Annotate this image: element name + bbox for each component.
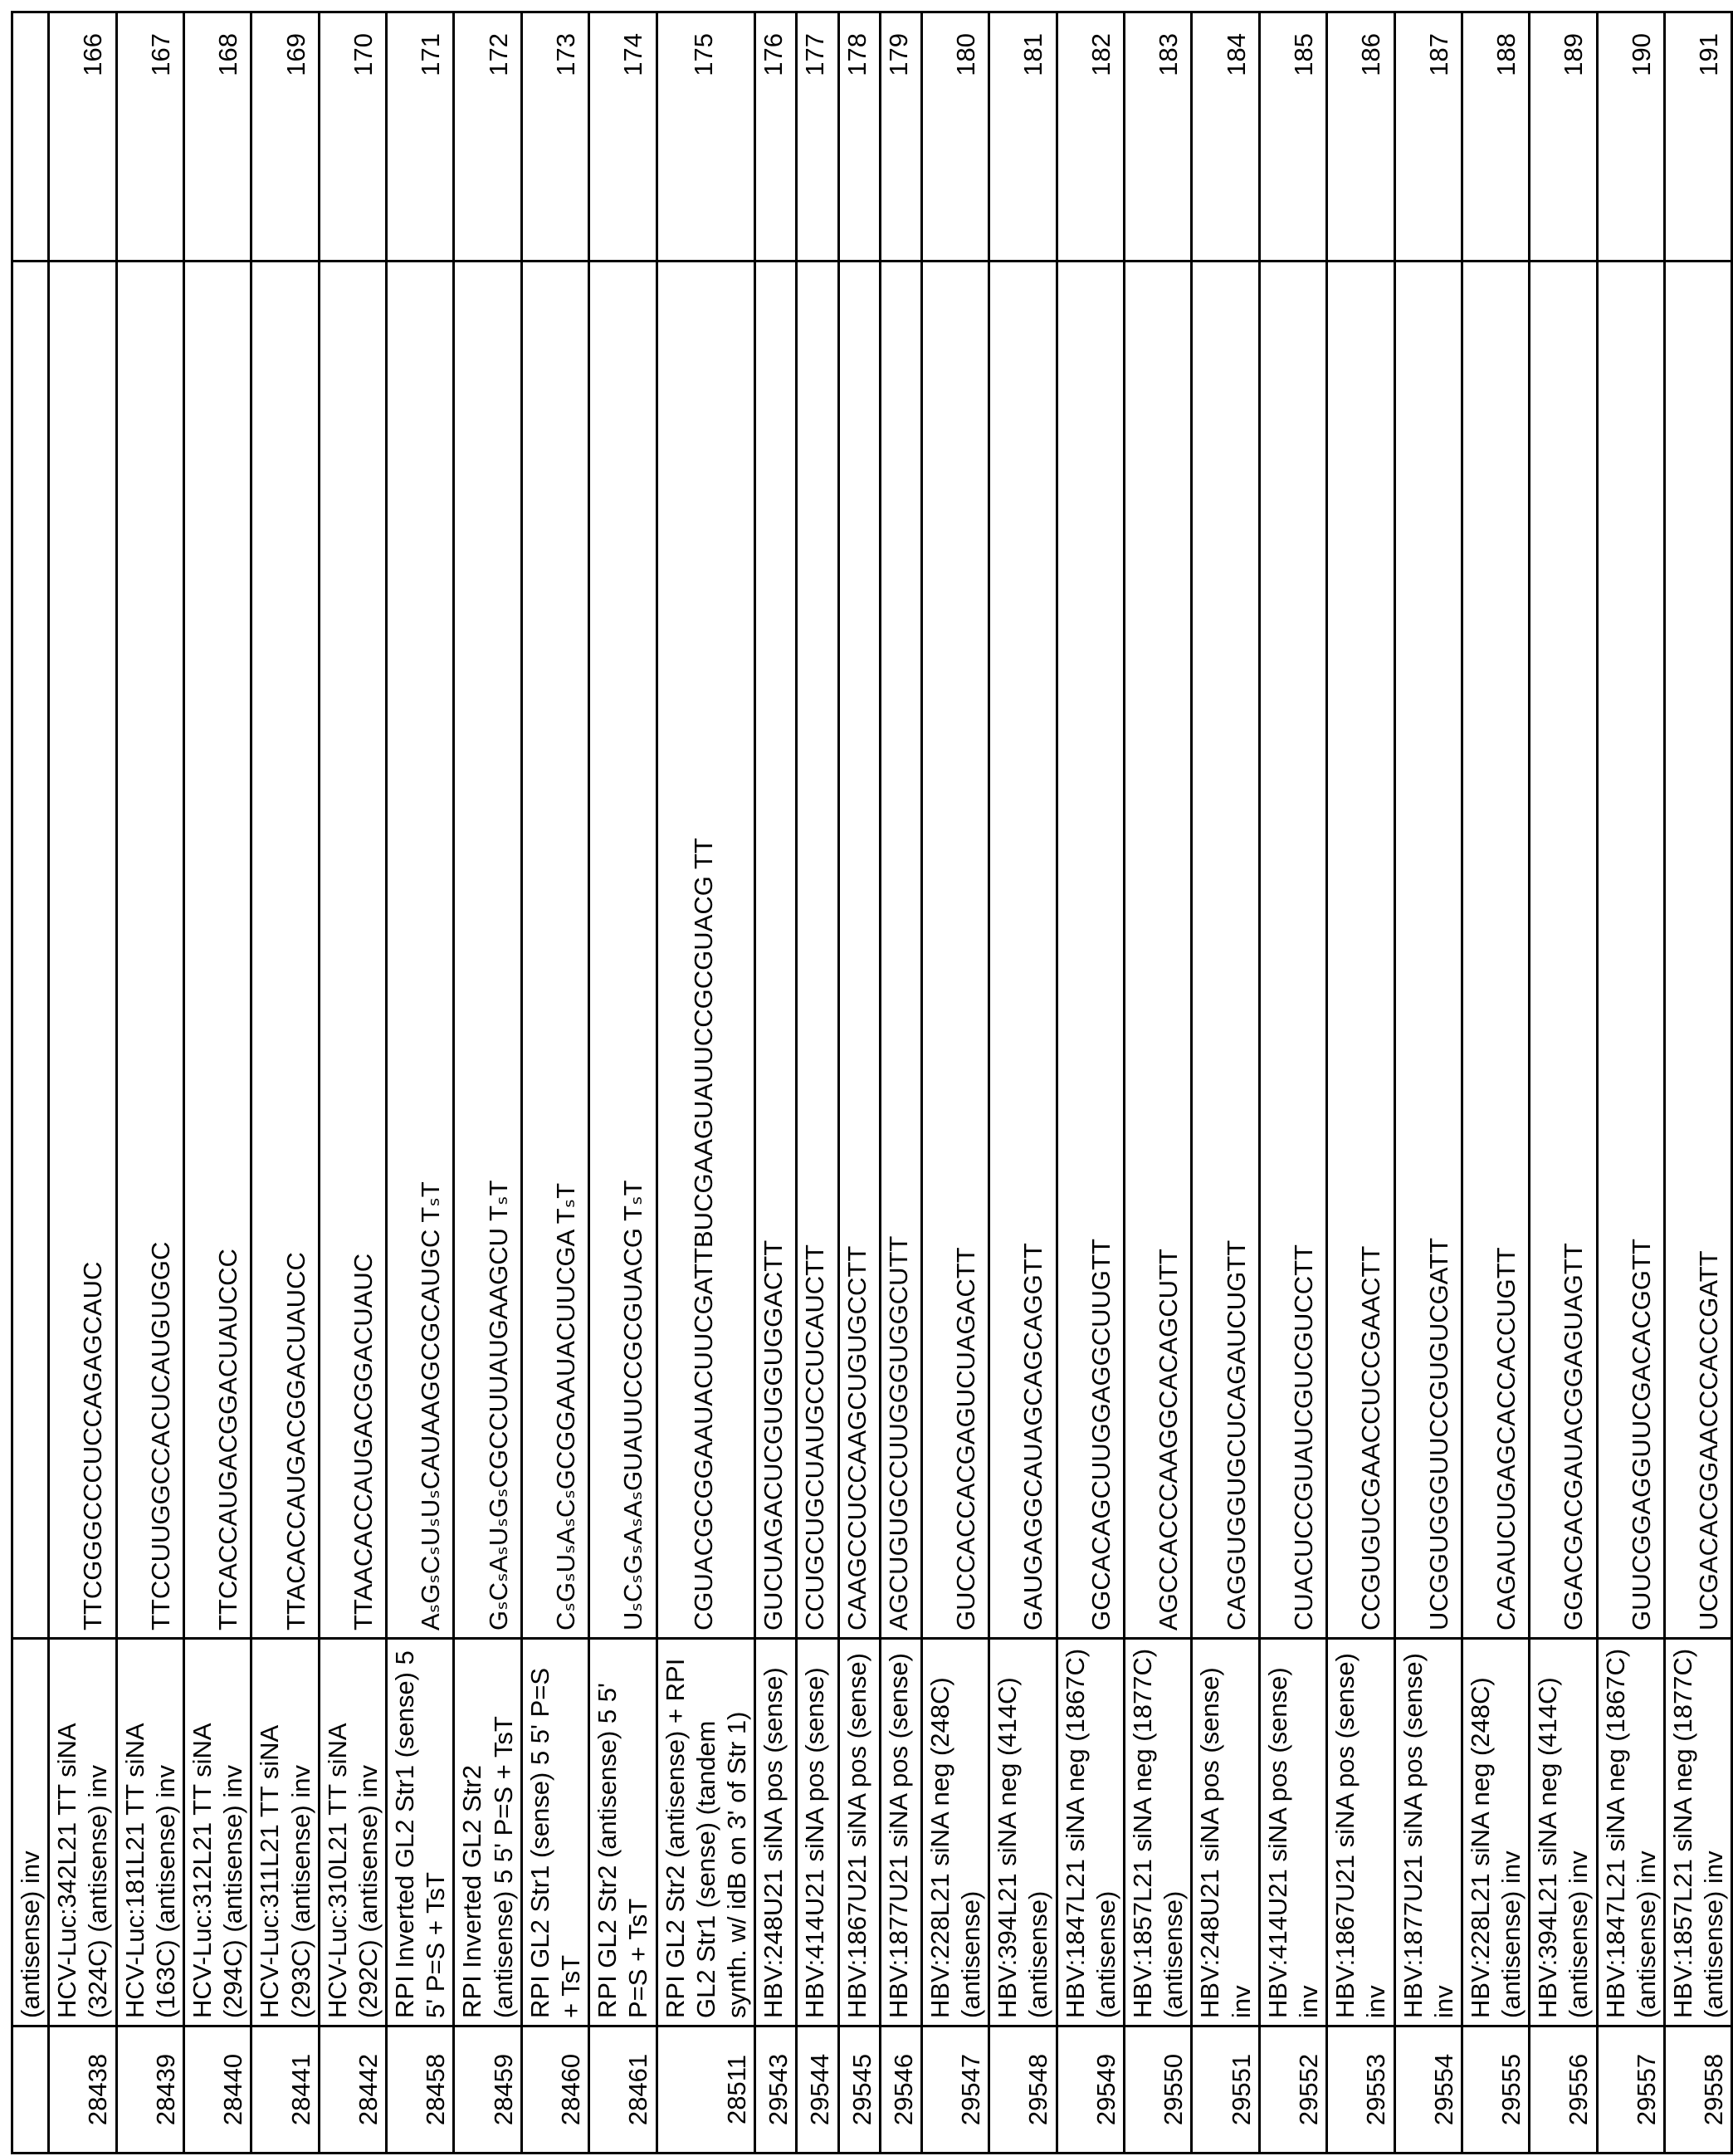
row-name: RPI GL2 Str1 (sense) 5 5' P=S + TsT [521,1639,588,2026]
table-row [1125,12,1192,2154]
row-name: (antisense) inv [12,1639,49,2026]
row-seq-id: 179 [880,12,921,262]
row-sequence: AₛGₛCₛUₛUₛCAUAAGGCGCAUGC TₛT [387,262,454,1639]
row-name: HBV:228L21 siNA neg (248C) (antisense) inv [1462,1639,1529,2026]
row-seq-id: 186 [1327,12,1394,262]
row-seq-id: 170 [319,12,386,262]
row-sequence: AGCCACCCAAGGCACAGCUTT [1125,262,1192,1639]
row-seq-id: 191 [1665,12,1732,262]
row-sequence: CAGGUGGUGCUCAGAUCUGTT [1192,262,1259,1639]
row-sequence: TTCCUUGGCCACUCAUGUGGC [116,262,183,1639]
table-row [1259,12,1326,2154]
row-sequence: CCGUGUCGAACCUCCGAACTT [1327,262,1394,1639]
row-name: RPI Inverted GL2 Str2 (antisense) 5 5' P=S + TsT [454,1639,521,2026]
row-name: HBV:394L21 siNA neg (414C) (antisense) inv [1530,1639,1597,2026]
row-id: 29556 [1530,2026,1597,2154]
row-sequence: UCGACACGGAACCCACCGATT [1665,262,1732,1639]
row-name: HCV-Luc:312L21 TT siNA (294C) (antisense) inv [183,1639,251,2026]
row-id: 29547 [921,2026,989,2154]
rotated-page [11,11,1652,2154]
row-name: RPI GL2 Str2 (antisense) + RPI GL2 Str1 (sense) (tandem synth. w/ idB on 3' of Str 1) [657,1639,755,2026]
table-row [454,12,521,2154]
row-sequence: GGCACAGCUUGGAGGCUUGTT [1057,262,1124,1639]
row-name: HBV:1847L21 siNA neg (1867C) (antisense) inv [1597,1639,1664,2026]
row-name: HBV:1877U21 siNA pos (sense) inv [1394,1639,1462,2026]
row-sequence: GAUGAGGCAUAGCAGCAGGTT [989,262,1057,1639]
row-id: 28459 [454,2026,521,2154]
table-row [755,12,797,2154]
row-sequence: GUUCGGAGGUUCGACACGGTT [1597,262,1664,1639]
table-row [183,12,251,2154]
row-seq-id [12,12,49,262]
row-sequence: GGACGACGAUACGGAGUAGTT [1530,262,1597,1639]
row-name: HBV:414U21 siNA pos (sense) [797,1639,838,2026]
row-sequence: UₛCₛGₛAₛAₛGUAUUCCGCGUACG TₛT [589,262,657,1639]
row-seq-id: 173 [521,12,588,262]
row-sequence [12,262,49,1639]
row-sequence: UCGGUGGGUUCCGUGUCGATT [1394,262,1462,1639]
row-id: 29552 [1259,2026,1326,2154]
row-sequence: CCUGCUGCUAUGCCUCAUCTT [797,262,838,1639]
table-row [657,12,755,2154]
table-row [1597,12,1664,2154]
row-name: HBV:394L21 siNA neg (414C) (antisense) [989,1639,1057,2026]
row-seq-id: 169 [251,12,319,262]
row-name: RPI GL2 Str2 (antisense) 5 5' P=S + TsT [589,1639,657,2026]
row-sequence: TTCACCAUGACGGACUAUCCC [183,262,251,1639]
row-id: 28441 [251,2026,319,2154]
row-name: HCV-Luc:311L21 TT siNA (293C) (antisense) inv [251,1639,319,2026]
table-row [838,12,880,2154]
row-id: 28461 [589,2026,657,2154]
row-id: 28438 [49,2026,116,2154]
row-name: HBV:1857L21 siNA neg (1877C) (antisense) inv [1665,1639,1732,2026]
row-name: HBV:1867U21 siNA pos (sense) inv [1327,1639,1394,2026]
row-sequence: GUCUAGACUCGUGGUGGACTT [755,262,797,1639]
row-seq-id: 168 [183,12,251,262]
row-sequence: CAGAUCUGAGCACCACCUGTT [1462,262,1529,1639]
row-sequence: TTCGGGCCCUCCAGAGCAUC [49,262,116,1639]
row-id: 29544 [797,2026,838,2154]
row-id: 29551 [1192,2026,1259,2154]
row-seq-id: 174 [589,12,657,262]
row-seq-id: 178 [838,12,880,262]
row-id: 29546 [880,2026,921,2154]
row-seq-id: 175 [657,12,755,262]
row-name: HBV:1847L21 siNA neg (1867C) (antisense) [1057,1639,1124,2026]
row-id: 29558 [1665,2026,1732,2154]
row-id: 28442 [319,2026,386,2154]
row-id: 28440 [183,2026,251,2154]
table-row [1665,12,1732,2154]
row-id: 29555 [1462,2026,1529,2154]
table-row [1462,12,1529,2154]
row-seq-id: 176 [755,12,797,262]
row-id: 28439 [116,2026,183,2154]
row-name: HBV:228L21 siNA neg (248C) (antisense) [921,1639,989,2026]
row-id: 28458 [387,2026,454,2154]
row-name: HBV:1867U21 siNA pos (sense) [838,1639,880,2026]
row-id: 28511 [657,2026,755,2154]
row-seq-id: 182 [1057,12,1124,262]
row-name: HBV:1857L21 siNA neg (1877C) (antisense) [1125,1639,1192,2026]
table-row [251,12,319,2154]
row-name: HBV:248U21 siNA pos (sense) [755,1639,797,2026]
row-sequence: CₛGₛUₛAₛCₛGCGGAAUACUUCGA TₛT [521,262,588,1639]
row-sequence: AGCUGUGCCUUGGGUGGCUTT [880,262,921,1639]
row-id: 29554 [1394,2026,1462,2154]
row-id: 28460 [521,2026,588,2154]
row-seq-id: 187 [1394,12,1462,262]
row-sequence: CAAGCCUCCAAGCUGUGCCTT [838,262,880,1639]
row-seq-id: 177 [797,12,838,262]
row-sequence: GUCCACCACGAGUCUAGACTT [921,262,989,1639]
row-seq-id: 185 [1259,12,1326,262]
table-row [521,12,588,2154]
row-sequence: CUACUCCGUAUCGUCGUCCTT [1259,262,1326,1639]
row-seq-id: 181 [989,12,1057,262]
table-row [49,12,116,2154]
table-row [989,12,1057,2154]
table-row [116,12,183,2154]
row-id: 29550 [1125,2026,1192,2154]
row-name: HBV:414U21 siNA pos (sense) inv [1259,1639,1326,2026]
row-seq-id: 172 [454,12,521,262]
row-sequence: TTACACCAUGACGGACUAUCC [251,262,319,1639]
table-row [1327,12,1394,2154]
row-seq-id: 180 [921,12,989,262]
row-name: HCV-Luc:310L21 TT siNA (292C) (antisense) inv [319,1639,386,2026]
row-id: 29545 [838,2026,880,2154]
table-row [387,12,454,2154]
table-row [921,12,989,2154]
row-seq-id: 183 [1125,12,1192,262]
table-row [12,12,49,2154]
row-name: HCV-Luc:181L21 TT siNA (163C) (antisense) inv [116,1639,183,2026]
row-seq-id: 166 [49,12,116,262]
table-row [1057,12,1124,2154]
table-row [880,12,921,2154]
row-sequence: GₛCₛAₛUₛGₛCGCCUUAUGAAGCU TₛT [454,262,521,1639]
row-id: 29549 [1057,2026,1124,2154]
sequence-table [11,11,1733,2154]
row-name: RPI Inverted GL2 Str1 (sense) 5 5' P=S + TsT [387,1639,454,2026]
row-name: HBV:1877U21 siNA pos (sense) [880,1639,921,2026]
row-name: HBV:248U21 siNA pos (sense) inv [1192,1639,1259,2026]
row-id: 29553 [1327,2026,1394,2154]
row-seq-id: 167 [116,12,183,262]
row-seq-id: 188 [1462,12,1529,262]
row-seq-id: 184 [1192,12,1259,262]
row-seq-id: 171 [387,12,454,262]
row-id: 29543 [755,2026,797,2154]
row-id [12,2026,49,2154]
table-row [589,12,657,2154]
table-row [319,12,386,2154]
row-seq-id: 189 [1530,12,1597,262]
table-row [797,12,838,2154]
row-id: 29548 [989,2026,1057,2154]
row-sequence: TTAACACCAUGACGGACUAUC [319,262,386,1639]
row-seq-id: 190 [1597,12,1664,262]
row-name: HCV-Luc:342L21 TT siNA (324C) (antisense) inv [49,1639,116,2026]
row-sequence: CGUACGCGGAAUACUUCGATTBUCGAAGUAUUCCGCGUACG TT [657,262,755,1639]
table-row [1530,12,1597,2154]
row-id: 29557 [1597,2026,1664,2154]
table-row [1192,12,1259,2154]
table-row [1394,12,1462,2154]
